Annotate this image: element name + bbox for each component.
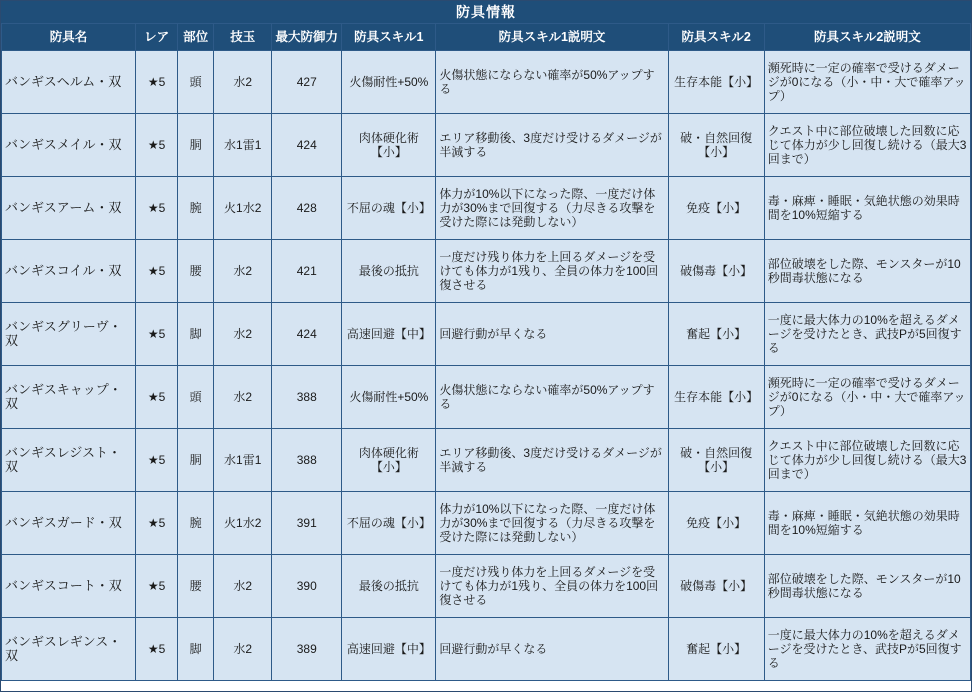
cell-skill2: 免疫【小】 <box>668 177 764 240</box>
cell-part: 脚 <box>178 618 214 681</box>
cell-skill2-desc: 毒・麻痺・睡眠・気絶状態の効果時間を10%短縮する <box>764 492 970 555</box>
table-row <box>2 555 971 618</box>
cell-part: 頭 <box>178 51 214 114</box>
table-row <box>2 51 971 114</box>
cell-skill1: 高速回避【中】 <box>342 303 436 366</box>
cell-part: 腰 <box>178 555 214 618</box>
cell-skill2-desc: クエスト中に部位破壊した回数に応じて体力が少し回復し続ける（最大3回まで） <box>764 429 970 492</box>
column-header-skill2: 防具スキル2 <box>668 24 764 51</box>
cell-armor-name: バンギスガード・双 <box>2 492 136 555</box>
cell-skill1: 最後の抵抗 <box>342 240 436 303</box>
cell-skill2-desc: 瀕死時に一定の確率で受けるダメージが0になる（小・中・大で確率アップ） <box>764 366 970 429</box>
cell-defense: 388 <box>272 429 342 492</box>
cell-skill2: 生存本能【小】 <box>668 366 764 429</box>
cell-armor-name: バンギスメイル・双 <box>2 114 136 177</box>
cell-defense: 389 <box>272 618 342 681</box>
cell-skill2: 免疫【小】 <box>668 492 764 555</box>
cell-slot: 水2 <box>214 51 272 114</box>
cell-skill2-desc: 一度に最大体力の10%を超えるダメージを受けたとき、武技Pが5回復する <box>764 618 970 681</box>
cell-armor-name: バンギスレギンス・双 <box>2 618 136 681</box>
cell-slot: 水2 <box>214 555 272 618</box>
cell-skill1: 不屈の魂【小】 <box>342 177 436 240</box>
cell-rarity: ★5 <box>136 429 178 492</box>
cell-skill2: 破・自然回復【小】 <box>668 429 764 492</box>
cell-skill1-desc: エリア移動後、3度だけ受けるダメージが半減する <box>436 114 668 177</box>
cell-skill1-desc: 回避行動が早くなる <box>436 303 668 366</box>
cell-defense: 428 <box>272 177 342 240</box>
table-row <box>2 177 971 240</box>
cell-skill1: 肉体硬化術【小】 <box>342 114 436 177</box>
cell-skill2: 破傷毒【小】 <box>668 555 764 618</box>
cell-slot: 火1水2 <box>214 177 272 240</box>
cell-part: 頭 <box>178 366 214 429</box>
cell-skill2: 奮起【小】 <box>668 618 764 681</box>
cell-slot: 水2 <box>214 618 272 681</box>
column-header-skill2-desc: 防具スキル2説明文 <box>764 24 970 51</box>
cell-part: 脚 <box>178 303 214 366</box>
cell-skill1: 最後の抵抗 <box>342 555 436 618</box>
cell-skill1-desc: 体力が10%以下になった際、一度だけ体力が30%まで回復する（力尽きる攻撃を受けた際には発動しない） <box>436 177 668 240</box>
cell-skill1: 火傷耐性+50% <box>342 51 436 114</box>
column-header-slot: 技玉 <box>214 24 272 51</box>
table-row <box>2 429 971 492</box>
cell-armor-name: バンギスコート・双 <box>2 555 136 618</box>
column-header-skill1-desc: 防具スキル1説明文 <box>436 24 668 51</box>
cell-part: 胴 <box>178 429 214 492</box>
cell-armor-name: バンギスアーム・双 <box>2 177 136 240</box>
table-row <box>2 366 971 429</box>
cell-slot: 水1雷1 <box>214 429 272 492</box>
cell-armor-name: バンギスグリーヴ・双 <box>2 303 136 366</box>
cell-rarity: ★5 <box>136 114 178 177</box>
page-title: 防具情報 <box>1 1 971 23</box>
cell-defense: 424 <box>272 114 342 177</box>
cell-slot: 水1雷1 <box>214 114 272 177</box>
column-header-part: 部位 <box>178 24 214 51</box>
cell-rarity: ★5 <box>136 618 178 681</box>
cell-skill1-desc: 一度だけ残り体力を上回るダメージを受けても体力が1残り、全員の体力を100回復させる <box>436 240 668 303</box>
cell-slot: 水2 <box>214 366 272 429</box>
cell-armor-name: バンギスキャップ・双 <box>2 366 136 429</box>
cell-skill1-desc: 火傷状態にならない確率が50%アップする <box>436 366 668 429</box>
cell-armor-name: バンギスコイル・双 <box>2 240 136 303</box>
cell-defense: 390 <box>272 555 342 618</box>
header-row <box>2 24 971 51</box>
cell-rarity: ★5 <box>136 492 178 555</box>
column-header-rarity: レア <box>136 24 178 51</box>
cell-rarity: ★5 <box>136 555 178 618</box>
cell-skill2: 破傷毒【小】 <box>668 240 764 303</box>
cell-skill2: 生存本能【小】 <box>668 51 764 114</box>
cell-skill1-desc: 回避行動が早くなる <box>436 618 668 681</box>
cell-defense: 427 <box>272 51 342 114</box>
cell-skill2-desc: 部位破壊をした際、モンスターが10秒間毒状態になる <box>764 555 970 618</box>
cell-skill1-desc: エリア移動後、3度だけ受けるダメージが半減する <box>436 429 668 492</box>
cell-skill1: 肉体硬化術【小】 <box>342 429 436 492</box>
table-header <box>2 24 971 51</box>
table-row <box>2 114 971 177</box>
cell-rarity: ★5 <box>136 303 178 366</box>
column-header-name: 防具名 <box>2 24 136 51</box>
cell-skill2-desc: 部位破壊をした際、モンスターが10秒間毒状態になる <box>764 240 970 303</box>
cell-rarity: ★5 <box>136 51 178 114</box>
cell-part: 腰 <box>178 240 214 303</box>
cell-skill2-desc: クエスト中に部位破壊した回数に応じて体力が少し回復し続ける（最大3回まで） <box>764 114 970 177</box>
column-header-defense: 最大防御力 <box>272 24 342 51</box>
cell-skill2-desc: 毒・麻痺・睡眠・気絶状態の効果時間を10%短縮する <box>764 177 970 240</box>
table-row <box>2 240 971 303</box>
cell-skill1-desc: 火傷状態にならない確率が50%アップする <box>436 51 668 114</box>
cell-rarity: ★5 <box>136 366 178 429</box>
cell-slot: 水2 <box>214 303 272 366</box>
cell-skill1-desc: 体力が10%以下になった際、一度だけ体力が30%まで回復する（力尽きる攻撃を受けた際には発動しない） <box>436 492 668 555</box>
cell-armor-name: バンギスヘルム・双 <box>2 51 136 114</box>
table-row <box>2 618 971 681</box>
cell-defense: 421 <box>272 240 342 303</box>
cell-skill2: 奮起【小】 <box>668 303 764 366</box>
armor-table <box>1 23 971 681</box>
cell-skill2: 破・自然回復【小】 <box>668 114 764 177</box>
cell-defense: 391 <box>272 492 342 555</box>
cell-rarity: ★5 <box>136 177 178 240</box>
table-row <box>2 303 971 366</box>
cell-skill1: 高速回避【中】 <box>342 618 436 681</box>
cell-defense: 424 <box>272 303 342 366</box>
cell-slot: 火1水2 <box>214 492 272 555</box>
cell-part: 腕 <box>178 177 214 240</box>
cell-defense: 388 <box>272 366 342 429</box>
cell-skill2-desc: 瀕死時に一定の確率で受けるダメージが0になる（小・中・大で確率アップ） <box>764 51 970 114</box>
cell-slot: 水2 <box>214 240 272 303</box>
cell-armor-name: バンギスレジスト・双 <box>2 429 136 492</box>
cell-rarity: ★5 <box>136 240 178 303</box>
cell-skill1: 火傷耐性+50% <box>342 366 436 429</box>
cell-skill1-desc: 一度だけ残り体力を上回るダメージを受けても体力が1残り、全員の体力を100回復させる <box>436 555 668 618</box>
cell-part: 胴 <box>178 114 214 177</box>
table-body <box>2 51 971 681</box>
column-header-skill1: 防具スキル1 <box>342 24 436 51</box>
table-row <box>2 492 971 555</box>
cell-part: 腕 <box>178 492 214 555</box>
cell-skill2-desc: 一度に最大体力の10%を超えるダメージを受けたとき、武技Pが5回復する <box>764 303 970 366</box>
cell-skill1: 不屈の魂【小】 <box>342 492 436 555</box>
